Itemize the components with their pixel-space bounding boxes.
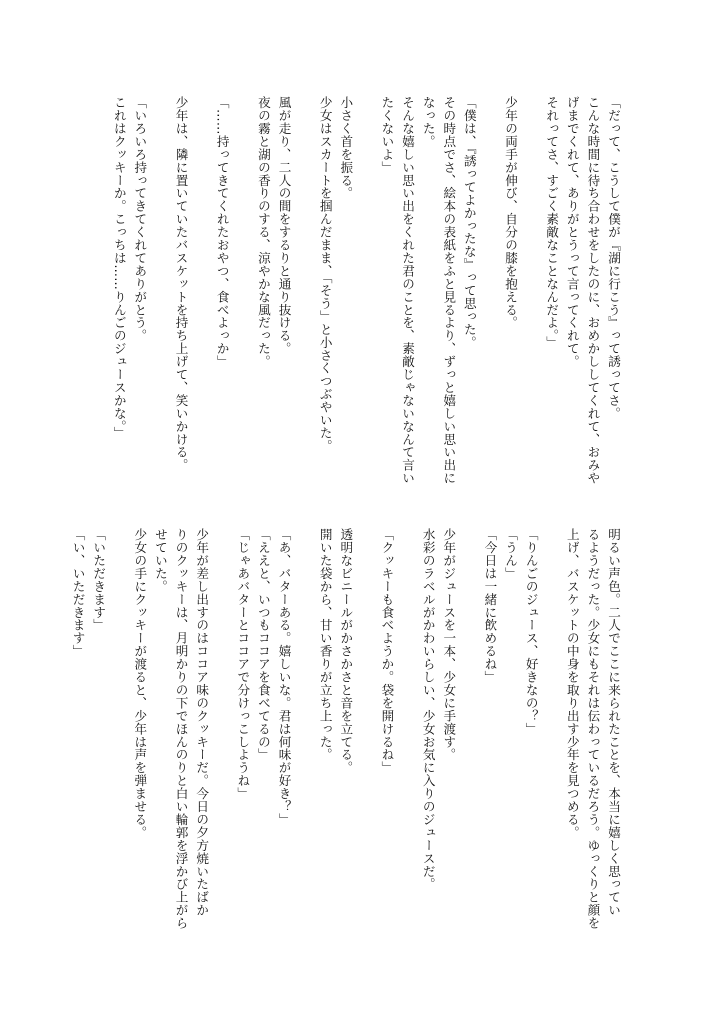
text-line: 少女はスカートを掴んだまま、「そう」と小さくつぶやいた。: [317, 96, 333, 453]
text-line: なった。: [420, 96, 436, 148]
text-line: そんな嬉しい思い出をくれた君のことを、素敵じゃないなんて言い: [400, 96, 416, 485]
text-line: 「ええと、いつもココアを食べてるの」: [255, 528, 271, 762]
text-line: こんな時間に待ち合わせをしたのに、おめかししてくれて、おみや: [585, 96, 601, 485]
text-line: 少年の両手が伸び、自分の膝を抱える。: [503, 96, 519, 330]
text-line: 明るい声色。二人でここに来られたことを、本当に嬉しく思ってい: [606, 528, 621, 917]
text-line: げまでくれて、ありがとうって言ってくれて。: [564, 96, 580, 368]
paragraph-gap: [479, 96, 500, 496]
paragraph-gap: [232, 96, 253, 496]
paragraph-gap: [355, 96, 376, 496]
text-line: 「いただきます」: [91, 528, 107, 632]
paragraph-gap: [294, 96, 315, 496]
text-line: 「だって、こうして僕が『湖に行こう』って誘ってさ。: [606, 96, 621, 420]
upper-text-block: [113, 96, 623, 496]
text-line: 少年は、隣に置いていたバスケットを持ち上げて、笑いかける。: [173, 96, 189, 472]
paragraph-gap: [396, 528, 417, 928]
text-line: 少年がジュースを一本、少女に手渡す。: [441, 528, 457, 762]
paragraph-gap: [294, 528, 315, 928]
text-line: 「あ、バターある。嬉しいな。君は何味が好き？」: [276, 528, 292, 826]
text-line: 水彩のラベルがかわいらしい、少女お気に入りのジュースだ。: [420, 528, 436, 891]
text-line: 「今日は一緒に飲めるね」: [482, 528, 498, 684]
text-line: これはクッキーか。こっちは……りんごのジュースかな。」: [111, 96, 127, 440]
text-line: 透明なビニールがかさかさと音を立てる。: [338, 528, 354, 775]
text-line: それってさ、すごく素敵なことなんだよ。」: [544, 96, 560, 349]
text-line: 開いた袋から、甘い香りが立ち上った。: [317, 528, 333, 762]
text-line: 「りんごのジュース、好きなの？」: [523, 528, 539, 736]
paragraph-gap: [149, 96, 170, 496]
text-line: 「うん」: [503, 528, 519, 580]
text-line: 「……持ってきてくれたおやつ、食べよっか」: [214, 96, 230, 368]
paragraph-gap: [211, 528, 232, 928]
text-line: 「じゃあバターとココアで分けっこしようね」: [235, 528, 251, 800]
text-line: 「クッキーも食べようか。袋を開けるね」: [379, 528, 395, 775]
text-line: るようだった。少女にもそれは伝わっているだろう。ゆっくりと顔を: [585, 528, 601, 930]
paragraph-gap: [355, 528, 376, 928]
text-line: たくないよ」: [379, 96, 395, 174]
text-line: 少年が差し出すのはココア味のクッキーだ。今日の夕方焼いたばか: [194, 528, 210, 917]
text-line: 「僕は、『誘ってよかったな』って思った。: [461, 96, 477, 349]
paragraph-gap: [191, 96, 212, 496]
text-line: 上げ、バスケットの中身を取り出す少年を見つめる。: [564, 528, 580, 839]
paragraph-gap: [520, 96, 541, 496]
lower-text-block: [70, 528, 623, 930]
paragraph-gap: [108, 528, 129, 928]
text-line: 夜の霧と湖の香りのする、涼やかな風だった。: [255, 96, 271, 368]
text-line: 風が走り、二人の間をするりと通り抜ける。: [276, 96, 292, 355]
text-line: 「いろいろ持ってきてくれてありがとう。: [132, 96, 148, 343]
paragraph-gap: [541, 528, 562, 928]
text-line: 「い、いただきます」: [70, 528, 86, 658]
text-line: せていた。: [152, 528, 168, 593]
text-line: りのクッキーは、月明かりの下でほんのりと白い輪郭を浮かび上がら: [173, 528, 189, 930]
text-line: 少女の手にクッキーが渡ると、少年は声を弾ませる。: [132, 528, 148, 839]
paragraph-gap: [458, 528, 479, 928]
text-line: 小さく首を振る。: [338, 96, 354, 200]
text-line: その時点でさ、絵本の表紙をふと見るより、ずっと嬉しい思い出に: [441, 96, 457, 485]
